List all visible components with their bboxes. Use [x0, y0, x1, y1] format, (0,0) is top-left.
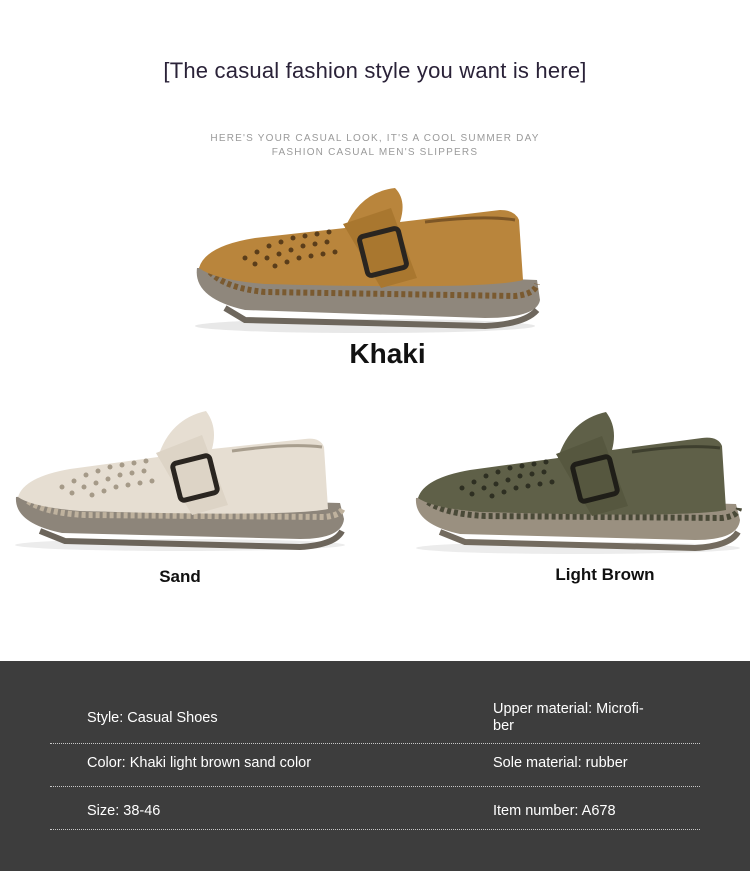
page-title: [The casual fashion style you want is here] — [163, 58, 587, 83]
spec-divider — [50, 829, 700, 830]
spec-upper-material: Upper material: Microfi- ber — [493, 701, 644, 734]
subtitle-line-1: HERE'S YOUR CASUAL LOOK, IT'S A COOL SUMMER DAY — [210, 133, 540, 144]
spec-size: Size: 38-46 — [87, 803, 161, 819]
product-label-khaki: Khaki — [349, 338, 426, 369]
shoe-image-khaki — [185, 180, 550, 338]
spec-sole-material: Sole material: rubber — [493, 755, 628, 771]
spec-color: Color: Khaki light brown sand color — [87, 755, 312, 771]
product-label-sand: Sand — [159, 567, 201, 586]
subtitle-line-2: FASHION CASUAL MEN'S SLIPPERS — [271, 147, 479, 158]
shoe-image-light-brown — [410, 408, 745, 558]
spec-divider — [50, 786, 700, 787]
specs-panel — [0, 661, 750, 871]
spec-item-number: Item number: A678 — [493, 803, 616, 819]
shoe-image-sand — [10, 405, 350, 555]
spec-divider — [50, 743, 700, 744]
product-label-light-brown: Light Brown — [555, 565, 655, 584]
spec-style: Style: Casual Shoes — [87, 710, 218, 726]
